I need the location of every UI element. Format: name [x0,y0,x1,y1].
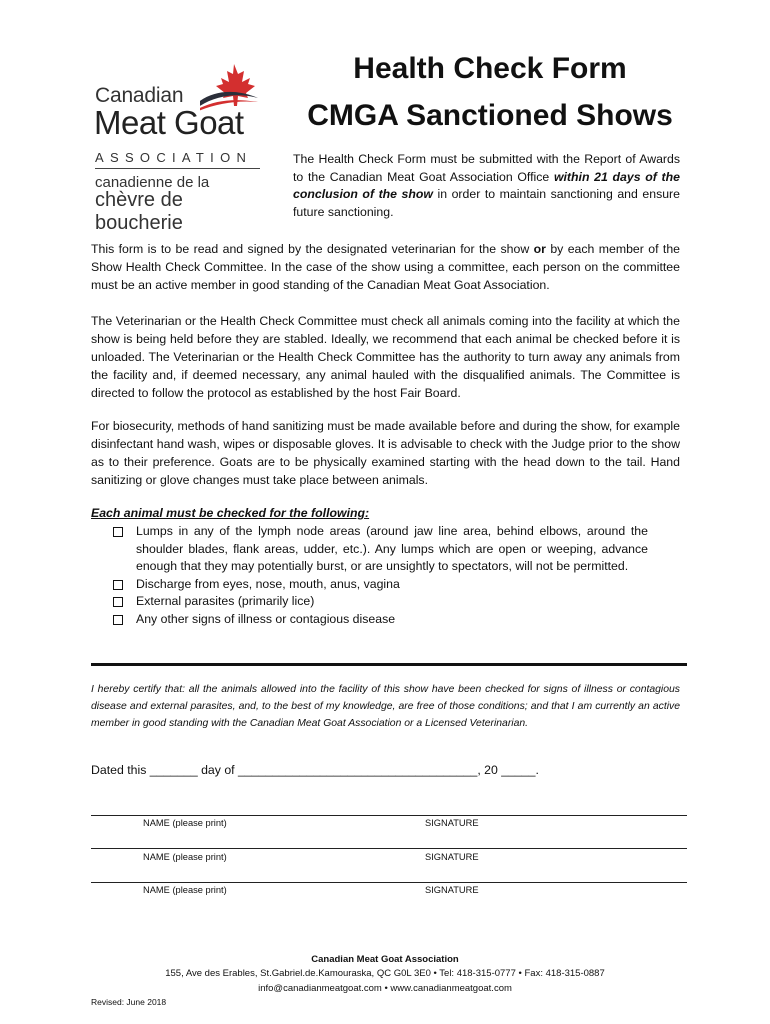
signature-line[interactable] [91,815,687,817]
logo-divider [95,168,260,169]
name-print-label: NAME (please print) [143,885,227,895]
page-subtitle: CMGA Sanctioned Shows [307,99,673,132]
signature-label: SIGNATURE [425,818,479,828]
paragraph-text: This form is to be read and signed by the designated veterinarian for the show [91,242,534,256]
intro-deadline: within 21 days of the conclusion of the show [293,169,680,201]
biosecurity-paragraph: For biosecurity, methods of hand sanitizing must be made available before and during the show, for example disinfectant hand wash, wipes or disposable gloves. It is advisable to check with the Judge prior to the show as to their preference. Goats are to be physically examined starting with the head down to the tail. Hand sanitizing or glove changes must take place between animals. [91,419,680,487]
checklist-item-label: External parasites (primarily lice) [136,594,315,608]
paragraph-text-end: by each member of the Show Health Check Committee. In the case of the show using a committee, each person on the committee must be an active member in good standing of the Canadian Meat Goat Association. [91,242,681,292]
checklist-item [112,593,648,611]
signature-line[interactable] [91,882,687,884]
logo-text-meat-goat: Meat Goat [94,104,244,141]
checkbox-icon[interactable] [113,597,123,607]
footer-contact[interactable]: info@canadianmeatgoat.com • www.canadianmeatgoat.com [258,983,512,994]
cmga-logo [92,62,267,234]
checklist [112,523,648,628]
intro-text-end: in order to maintain sanctioning and ensure future sanctioning. [293,187,680,219]
checklist-item [112,523,648,576]
checklist-item [112,576,648,594]
name-print-label: NAME (please print) [143,818,227,828]
dated-line[interactable]: Dated this _______ day of ___________________________________, 20 _____. [91,763,539,777]
revision-date: Revised: June 2018 [91,997,167,1007]
checkbox-icon[interactable] [113,580,123,590]
inspection-paragraph: The Veterinarian or the Health Check Committee must check all animals coming into the facility at which the show is being held before they are stabled. Ideally, we recommend that each animal be checked before it is unloaded. The Veterinarian or the Health Check Committee has the authority to turn away any animals from the facility and, if deemed necessary, any animal hauled with the disqualified animals. The Committee is directed to follow the protocol as established by the host Fair Board. [91,314,680,400]
instructions-paragraph [91,240,680,294]
logo-text-canadienne: canadienne de la [95,174,210,191]
signature-line[interactable] [91,848,687,850]
checklist-item-label: Lumps in any of the lymph node areas (around jaw line area, behind elbows, around the shoulder blades, flank areas, udder, etc.). Any lumps which are open or weeping, advance enough that they may potentially burst, or are unsightly to spectators, will not be permitted. [136,524,648,573]
name-print-label: NAME (please print) [143,852,227,862]
checkbox-icon[interactable] [113,615,123,625]
checklist-item [112,611,648,629]
signature-label: SIGNATURE [425,852,479,862]
checklist-item-label: Any other signs of illness or contagious disease [136,611,396,626]
signature-label: SIGNATURE [425,885,479,895]
certification-statement: I hereby certify that: all the animals allowed into the facility of this show have been checked for signs of illness or contagious disease and external parasites, and, to the best of my knowledge, are free of those conditions; and that I am currently an active member in good standing with the Canadian Meat Goat Association or a Licensed Veterinarian. [91,684,680,729]
section-divider [91,663,687,666]
logo-text-canadian: Canadian [95,84,184,107]
intro-text: The Health Check Form must be submitted with the Report of Awards to the Canadian Meat Goat Association Office [293,152,680,184]
checklist-heading: Each animal must be checked for the following: [91,506,370,520]
checklist-item-label: Discharge from eyes, nose, mouth, anus, vagina [136,576,400,591]
footer-address: 155, Ave des Erables, St.Gabriel.de.Kamouraska, QC G0L 3E0 • Tel: 418-315-0777 • Fax: 418-315-0887 [165,968,605,979]
page-title: Health Check Form [353,52,627,85]
maple-leaf-shape [216,64,255,106]
logo-text-association: ASSOCIATION [95,150,253,165]
footer-organization: Canadian Meat Goat Association [311,954,459,965]
intro-paragraph [293,151,680,221]
checkbox-icon[interactable] [113,527,123,537]
emphasis-or: or [533,242,546,256]
logo-text-chevre: chèvre de boucherie [95,189,183,234]
